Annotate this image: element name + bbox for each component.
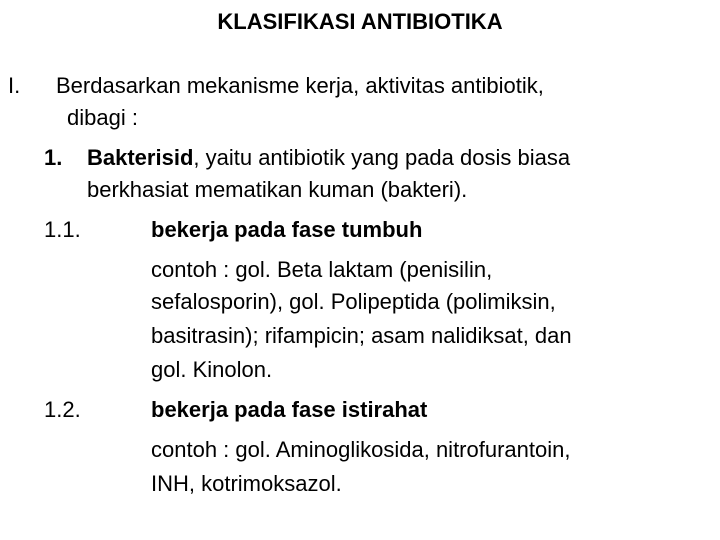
page-title: KLASIFIKASI ANTIBIOTIKA xyxy=(217,9,503,34)
item-term: Bakterisid xyxy=(87,145,194,170)
example-line: gol. Kinolon. xyxy=(151,357,273,382)
intro-text-line-1: Berdasarkan mekanisme kerja, aktivitas antibiotik, xyxy=(56,73,544,98)
example-line: sefalosporin), gol. Polipeptida (polimiksin, xyxy=(151,289,556,314)
item-desc: , yaitu antibiotik yang pada dosis biasa xyxy=(193,145,571,170)
intro-text-line-2: dibagi : xyxy=(67,105,138,130)
example-line: basitrasin); rifampicin; asam nalidiksat, dan xyxy=(151,323,572,348)
item-definition-line-1 xyxy=(87,144,570,172)
subitem-heading: bekerja pada fase istirahat xyxy=(151,397,428,422)
subitem-number: 1.1. xyxy=(44,217,81,242)
subitem-heading: bekerja pada fase tumbuh xyxy=(151,217,423,242)
example-line: contoh : gol. Aminoglikosida, nitrofurantoin, xyxy=(151,437,571,462)
item-definition-line-2: berkhasiat mematikan kuman (bakteri). xyxy=(87,177,468,202)
example-line: contoh : gol. Beta laktam (penisilin, xyxy=(151,257,493,282)
section-numeral: I. xyxy=(8,73,21,98)
item-number: 1. xyxy=(44,145,63,170)
subitem-number: 1.2. xyxy=(44,397,81,422)
example-line: INH, kotrimoksazol. xyxy=(151,471,342,496)
